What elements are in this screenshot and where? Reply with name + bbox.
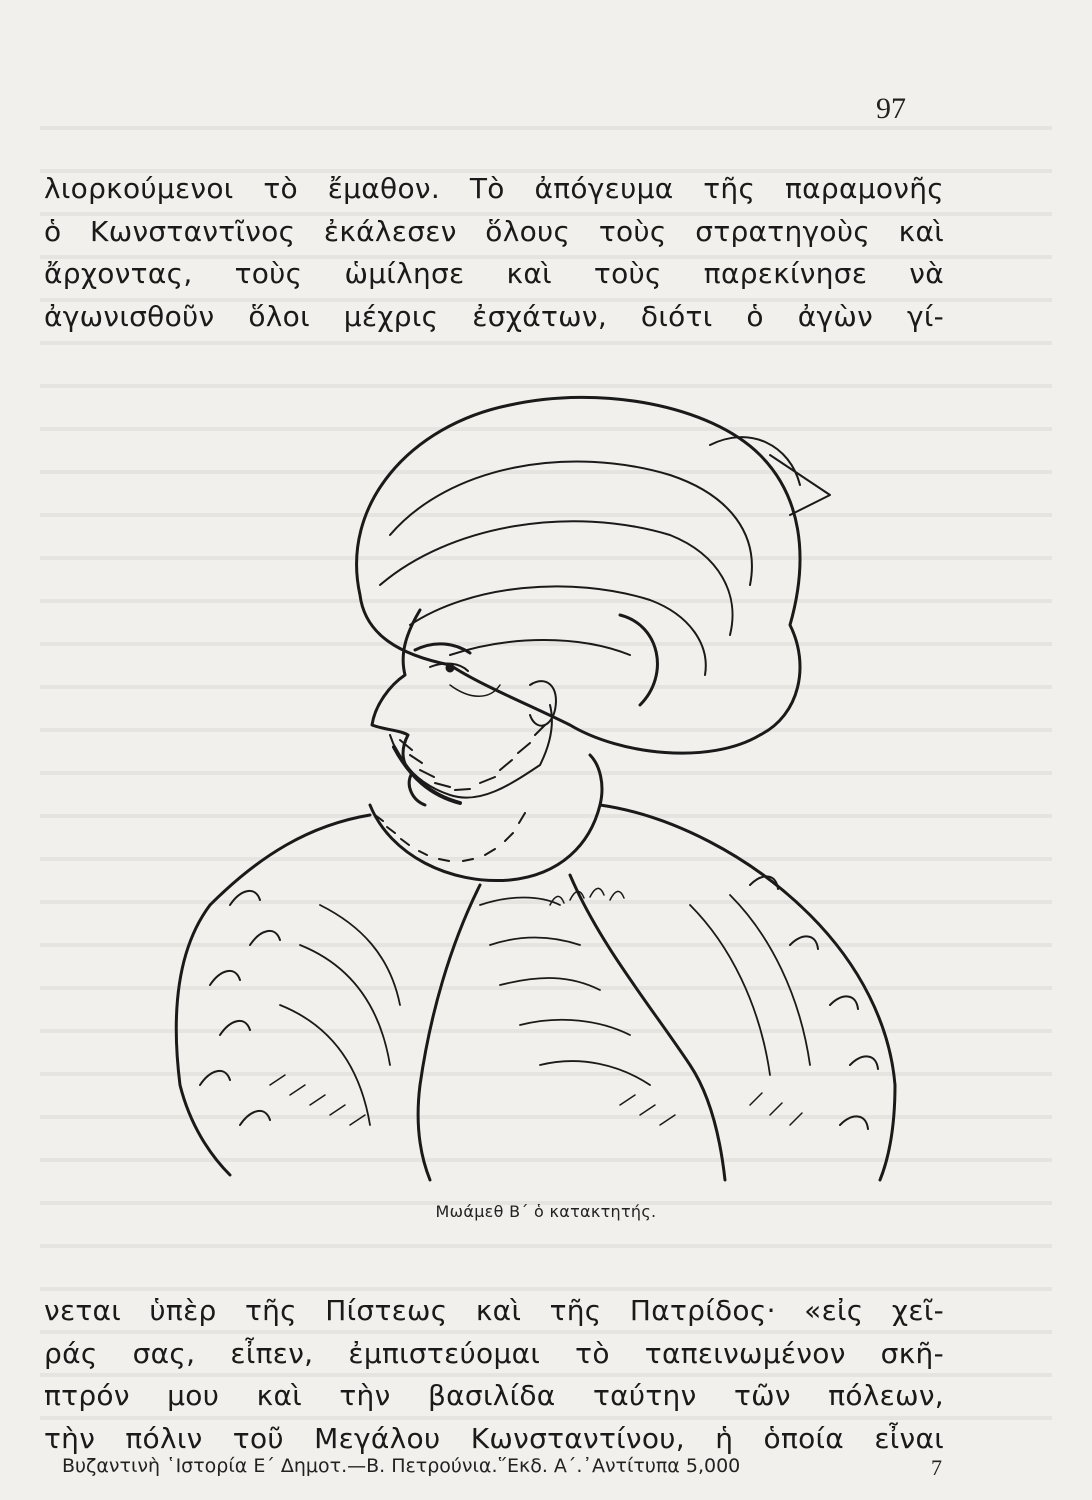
page-footer [62, 1455, 942, 1480]
text-line: ὁ Κωνσταντῖνος ἐκάλεσεν ὅλους τοὺς στρατηγοὺς καὶ [44, 214, 944, 248]
signature-mark: 7 [931, 1455, 942, 1480]
text-line: ἄρχοντας, τοὺς ὡμίλησε καὶ τοὺς παρεκίνησε νὰ [44, 257, 944, 290]
text-line: τὴν πόλιν τοῦ Μεγάλου Κωνσταντίνου, ἡ ὁποία εἶναι [44, 1421, 944, 1455]
text-line: πτρόν μου καὶ τὴν βασιλίδα ταύτην τῶν πόλεων, [44, 1379, 944, 1412]
text-line: νεται ὑπὲρ τῆς Πίστεως καὶ τῆς Πατρίδος· «εἰς χεῖ- [44, 1294, 944, 1327]
figure-caption: Μωάμεθ Β΄ ὁ κατακτητής. [435, 1202, 657, 1221]
text-line: ράς σας, εἶπεν, ἐμπιστεύομαι τὸ ταπεινωμένον σκῆ- [44, 1336, 944, 1370]
text-line: λιορκούμενοι τὸ ἔμαθον. Τὸ ἀπόγευμα τῆς παραμονῆς [44, 172, 944, 205]
portrait-illustration [150, 385, 920, 1185]
text-line: ἀγωνισθοῦν ὅλοι μέχρις ἐσχάτων, διότι ὁ ἀγὼν γί- [44, 299, 944, 333]
page-number: 97 [876, 92, 906, 125]
mehmed-portrait-drawing [150, 385, 920, 1185]
footer-text: Βυζαντινὴ ῾Ιστορία Ε΄ Δημοτ.—Β. Πετρούνια.῞Εκδ. Α΄.᾿Αντίτυπα 5,000 [62, 1455, 741, 1477]
paragraph-bottom [44, 1290, 944, 1460]
paragraph-top [44, 168, 944, 338]
